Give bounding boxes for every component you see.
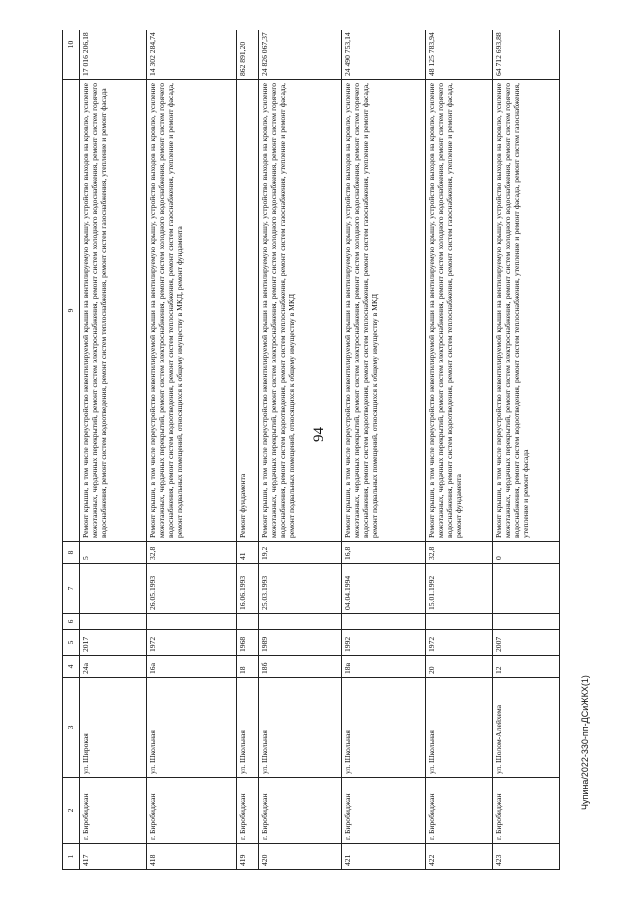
works-description-cell: Ремонт крыши, в том числе переустройство невентилируемой крыши на вентилируемую крышу, устройство выходов на кровлю, усиление межэтажных, чердачных перекрытий, ремонт систем электроснабжения, ремонт систем холодного водоснабжения, ремонт систем горячего водоснабжения, ремонт систем водоотведения, ремонт систем теплоснабжения, ремонт систем газоснабжения, утепление и ремонт фасада, ремонт подвальных помещений, относящихся к общему имуществу в МКД, ремонт фундамента: [147, 80, 236, 542]
year-cell: 1989: [258, 630, 341, 656]
header-row: [63, 30, 80, 870]
col6-cell: [236, 614, 258, 630]
date-cell: 26.05.1993: [147, 564, 236, 614]
year-cell: 1972: [425, 630, 492, 656]
date-cell: [80, 564, 147, 614]
city-cell: г. Биробиджан: [80, 778, 147, 844]
house-cell: 16а: [147, 656, 236, 678]
cost-cell: 24 826 067,37: [258, 30, 341, 80]
works-description-cell: Ремонт крыши, в том числе переустройство невентилируемой крыши на вентилируемую крышу, устройство выходов на кровлю, усиление межэтажных, чердачных перекрытий, ремонт систем электроснабжения, ремонт систем холодного водоснабжения, ремонт систем горячего водоснабжения, ремонт систем водоотведения, ремонт систем теплоснабжения, ремонт систем газоснабжения, утепление и ремонт фасада: [80, 80, 147, 542]
house-cell: 18в: [342, 656, 425, 678]
cost-cell: 17 016 206,18: [80, 30, 147, 80]
works-description-cell: Ремонт крыши, в том числе переустройство невентилируемой крыши на вентилируемую крышу, устройство выходов на кровлю, усиление межэтажных, чердачных перекрытий, ремонт систем электроснабжения, ремонт систем холодного водоснабжения, ремонт систем горячего водоснабжения, ремонт систем водоотведения, ремонт систем теплоснабжения, ремонт систем газоснабжения, утепление и ремонт фасада, ремонт подвальных помещений, относящихся к общему имуществу в МКД: [258, 80, 341, 542]
house-cell: 18: [236, 656, 258, 678]
value8-cell: 19,2: [258, 542, 341, 564]
col-header-2: 2: [63, 778, 80, 844]
table-row: [80, 30, 147, 870]
table-row: [147, 30, 236, 870]
row-number: 418: [147, 844, 236, 870]
date-cell: 04.04.1994: [342, 564, 425, 614]
col-header-3: 3: [63, 678, 80, 778]
page-number: 94: [311, 427, 327, 442]
col-header-7: 7: [63, 564, 80, 614]
works-description-cell: Ремонт крыши, в том числе переустройство невентилируемой крыши на вентилируемую крышу, устройство выходов на кровлю, усиление межэтажных, чердачных перекрытий, ремонт систем электроснабжения, ремонт систем холодного водоснабжения, ремонт систем горячего водоснабжения, ремонт систем водоотведения, ремонт систем теплоснабжения, ремонт систем газоснабжения, утепление и ремонт фасада, ремонт подвальных помещений, относящихся к общему имуществу в МКД: [342, 80, 425, 542]
house-cell: 20: [425, 656, 492, 678]
repair-schedule-table: [62, 30, 560, 870]
rotated-table-container: [62, 30, 560, 870]
col6-cell: [425, 614, 492, 630]
city-cell: г. Биробиджан: [425, 778, 492, 844]
row-number: 421: [342, 844, 425, 870]
col-header-10: 10: [63, 30, 80, 80]
works-description-cell: Ремонт крыши, в том числе переустройство невентилируемой крыши на вентилируемую крышу, устройство выходов на кровлю, усиление межэтажных, чердачных перекрытий, ремонт систем электроснабжения, ремонт систем холодного водоснабжения, ремонт систем горячего водоснабжения, ремонт систем водоотведения, ремонт систем теплоснабжения, ремонт систем газоснабжения, утепление и ремонт фасада, ремонт фундамента: [425, 80, 492, 542]
row-number: 423: [492, 844, 559, 870]
cost-cell: 14 302 284,74: [147, 30, 236, 80]
city-cell: г. Биробиджан: [147, 778, 236, 844]
value8-cell: 32,8: [147, 542, 236, 564]
house-cell: 12: [492, 656, 559, 678]
cost-cell: 64 712 693,88: [492, 30, 559, 80]
col6-cell: [492, 614, 559, 630]
year-cell: 2017: [80, 630, 147, 656]
year-cell: 1968: [236, 630, 258, 656]
city-cell: г. Биробиджан: [236, 778, 258, 844]
col-header-8: 8: [63, 542, 80, 564]
col6-cell: [147, 614, 236, 630]
col6-cell: [342, 614, 425, 630]
col6-cell: [258, 614, 341, 630]
city-cell: г. Биробиджан: [342, 778, 425, 844]
table-row: [492, 30, 559, 870]
table-row: [342, 30, 425, 870]
col-header-1: 1: [63, 844, 80, 870]
table-viewport: [62, 30, 560, 870]
value8-cell: 16,8: [342, 542, 425, 564]
row-number: 422: [425, 844, 492, 870]
house-cell: 24а: [80, 656, 147, 678]
value8-cell: 32,8: [425, 542, 492, 564]
table-row: [258, 30, 341, 870]
street-cell: ул. Школьная: [425, 678, 492, 778]
city-cell: г. Биробиджан: [258, 778, 341, 844]
col-header-9: 9: [63, 80, 80, 542]
value8-cell: 5: [80, 542, 147, 564]
street-cell: ул. Шолом-Алейхема: [492, 678, 559, 778]
street-cell: ул. Школьная: [258, 678, 341, 778]
street-cell: ул. Школьная: [236, 678, 258, 778]
table-row: [425, 30, 492, 870]
row-number: 420: [258, 844, 341, 870]
year-cell: 1992: [342, 630, 425, 656]
date-cell: 25.03.1993: [258, 564, 341, 614]
document-footer-code: Чупина/2022-330-пп-ДСиЖКХ(1): [580, 675, 590, 810]
date-cell: 15.01.1992: [425, 564, 492, 614]
cost-cell: 862 891,20: [236, 30, 258, 80]
city-cell: г. Биробиджан: [492, 778, 559, 844]
value8-cell: 0: [492, 542, 559, 564]
cost-cell: 24 490 753,14: [342, 30, 425, 80]
works-description-cell: Ремонт фундамента: [236, 80, 258, 542]
date-cell: [492, 564, 559, 614]
value8-cell: 41: [236, 542, 258, 564]
row-number: 419: [236, 844, 258, 870]
house-cell: 18б: [258, 656, 341, 678]
cost-cell: 48 125 783,94: [425, 30, 492, 80]
col-header-5: 5: [63, 630, 80, 656]
street-cell: ул. Школьная: [342, 678, 425, 778]
street-cell: ул. Школьная: [147, 678, 236, 778]
works-description-cell: Ремонт крыши, в том числе переустройство невентилируемой крыши на вентилируемую крышу, устройство выходов на кровлю, усиление межэтажных, чердачных перекрытий, ремонт систем электроснабжения, ремонт систем холодного водоснабжения, ремонт систем горячего водоснабжения, ремонт систем водоотведения, ремонт систем теплоснабжения, утепление и ремонт фасада, ремонт систем газоснабжения, утепление и ремонт фасада: [492, 80, 559, 542]
table-row: [236, 30, 258, 870]
year-cell: 2007: [492, 630, 559, 656]
col-header-6: 6: [63, 614, 80, 630]
street-cell: ул. Широкая: [80, 678, 147, 778]
date-cell: 16.06.1993: [236, 564, 258, 614]
col6-cell: [80, 614, 147, 630]
row-number: 417: [80, 844, 147, 870]
col-header-4: 4: [63, 656, 80, 678]
year-cell: 1972: [147, 630, 236, 656]
